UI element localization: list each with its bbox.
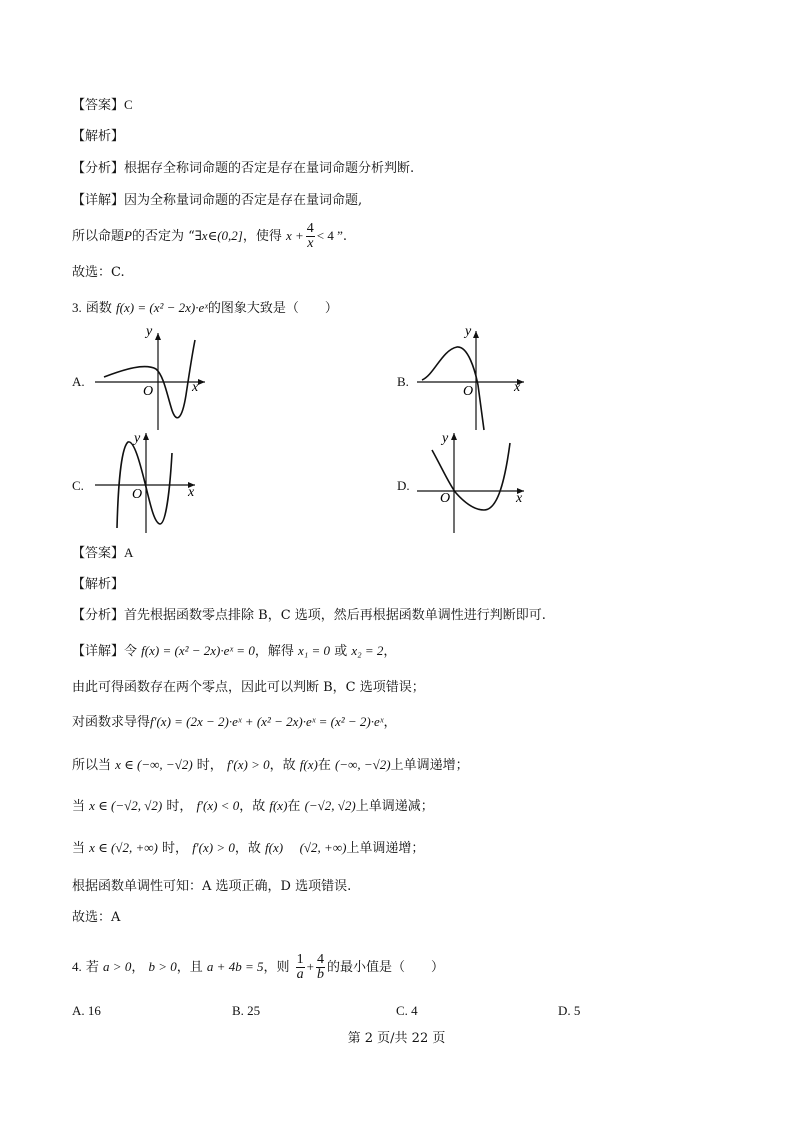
text-segment: 在 [287,799,301,814]
y-arrow [143,433,149,440]
xiangjie-line-2 [72,642,396,661]
math-cond: a + 4b = 5 [206,959,264,974]
fenxi-text: 根据存全称词命题的否定是存在量词命题分析判断. [124,161,415,176]
y-label: y [442,431,449,446]
q4-option-b: B. 25 [232,1003,261,1018]
origin-label: O [132,487,143,502]
fraction-1-over-a [296,953,305,982]
curve [104,340,195,418]
fenxi-text: 首先根据函数零点排除 B，C 选项，然后再根据函数单调性进行判断即可. [124,608,546,623]
text-segment: ， [131,960,145,975]
x-label: x [192,380,199,395]
math-sign: f′(x) > 0 [226,757,270,772]
text-segment: 时， [166,799,193,814]
conclusion-line: 根据函数单调性可知：A 选项正确，D 选项错误. [72,879,352,894]
x-label: x [188,485,195,500]
math-interval: x ∈ (√2, +∞) [89,840,158,855]
text-segment: ，使得 [242,229,282,244]
frac-den: a [296,967,304,982]
frac-num: 1 [296,952,304,967]
question-number: 4. [72,959,82,974]
frac-den: x [307,236,314,251]
option-b-label: B. [397,374,409,389]
choose-line-2: 故选：A [72,910,121,925]
math-interval: x ∈ (−∞, −√2) [115,757,193,772]
x-label: x [514,380,521,395]
text-segment: 所以当 [72,758,112,773]
math-interval: x ∈ (−√2, √2) [89,798,163,813]
fraction-4-over-b [316,953,325,982]
origin-label: O [440,491,451,506]
math-interval: (√2, +∞) [299,840,347,855]
text-segment: 所以命题 [72,229,125,244]
math-eq: f(x) = (x² − 2x)·eˣ = 0 [141,643,255,658]
y-arrow [473,331,479,338]
text-segment: 的最小值是（ ） [326,960,444,975]
text-segment: 函数 [85,301,112,316]
interval-line-2 [72,797,434,816]
text-segment: ，则 [263,960,290,975]
zeros-line: 由此可得函数存在两个零点，因此可以判断 B，C 选项错误； [72,680,425,695]
xiangjie-tag: 【详解】 [72,193,125,208]
answer-value: A [124,545,134,560]
y-label: y [465,324,472,339]
text-segment: 对函数求导得 [72,715,151,730]
q4-option-d: D. 5 [558,1003,581,1018]
math-derivative: f′(x) = (2x − 2)·eˣ + (x² − 2x)·eˣ = (x² − 2)·eˣ [150,714,384,729]
fenxi-tag: 【分析】 [72,161,125,176]
math-x-plus: x + [286,228,304,243]
q4-option-c: C. 4 [396,1003,418,1018]
fenxi-tag: 【分析】 [72,608,125,623]
y-arrow [451,433,457,440]
math-x2: x₂ = 2 [351,643,384,658]
frac-num: 4 [306,221,314,236]
origin-label: O [463,384,474,399]
x-arrow [198,379,205,385]
math-p: P [124,228,132,243]
option-d-graph [412,428,542,538]
derivative-line [72,713,396,732]
text-segment: 令 [124,644,138,659]
interval-line-3 [72,839,424,858]
text-segment: 上单调递增； [346,841,425,856]
option-b-graph [412,325,542,435]
frac-den: b [316,967,324,982]
math-interval: (−√2, √2) [304,798,356,813]
answer-tag: 【答案】 [72,98,125,113]
page-footer: 第 2 页/共 22 页 [347,1031,446,1046]
q4-option-a: A. 16 [72,1003,101,1018]
fenxi-line-1 [72,160,414,178]
math-cond: a > 0 [103,959,132,974]
analysis-tag-1: 【解析】 [72,129,125,144]
interval-line-1 [72,756,469,775]
math-fx: f(x) [265,840,284,855]
question-4 [72,953,444,982]
choose-line-1: 故选：C. [72,265,125,280]
text-segment: 若 [85,960,99,975]
origin-label: O [143,384,154,399]
text-segment: 或 [334,644,348,659]
answer-line-1 [72,96,133,115]
option-a-label: A. [72,374,85,389]
analysis-tag-2: 【解析】 [72,577,125,592]
y-label: y [146,324,153,339]
text-segment: 时， [162,841,189,856]
text-segment: 当 [72,841,86,856]
math-function: f(x) = (x² − 2x)·eˣ [116,300,208,315]
text-segment: 的否定为 “ [131,229,195,244]
math-x1: x₁ = 0 [297,643,331,658]
frac-num: 4 [316,952,324,967]
option-d-label: D. [397,478,410,493]
text-segment: ， [383,644,397,659]
xiangjie-tag: 【详解】 [72,644,125,659]
y-arrow [155,333,161,340]
math-fx: f(x) [269,798,288,813]
text-segment: 当 [72,799,86,814]
math-fx: f(x) [299,757,318,772]
text-segment: 的图象大致是（ ） [207,301,338,316]
answer-line-2 [72,544,133,563]
math-cond: b > 0 [148,959,177,974]
option-c-graph [90,428,220,538]
answer-value: C [124,97,133,112]
text-segment: ，且 [176,960,203,975]
curve [422,347,484,430]
x-label: x [516,491,523,506]
math-sign: f′(x) > 0 [192,840,235,855]
text-segment: ， [383,715,397,730]
fenxi-line-2 [72,607,546,625]
text-segment: 上单调递减； [355,799,434,814]
negation-line [72,222,347,251]
text-segment: 上单调递增； [390,758,469,773]
question-3 [72,299,338,318]
option-a-graph [90,325,220,435]
y-label: y [134,431,141,446]
text-segment: ，故 [239,799,266,814]
text-segment: 时， [196,758,223,773]
option-c-label: C. [72,478,84,493]
answer-tag: 【答案】 [72,546,125,561]
math-interval: (−∞, −√2) [334,757,391,772]
math-less-4: < 4 ” [316,228,343,243]
text-period: . [342,229,348,244]
question-number: 3. [72,300,82,315]
math-exists: ∃x∈(0,2] [194,228,243,243]
text-segment: ，故 [234,841,261,856]
xiangjie-text: 因为全称量词命题的否定是存在量词命题, [124,193,363,208]
math-plus: + [306,959,314,974]
text-segment: ，解得 [254,644,294,659]
text-segment: 在 [317,758,331,773]
fraction-4-over-x [306,222,315,251]
math-sign: f′(x) < 0 [196,798,240,813]
text-segment: ，故 [269,758,296,773]
xiangjie-line-1 [72,192,362,210]
